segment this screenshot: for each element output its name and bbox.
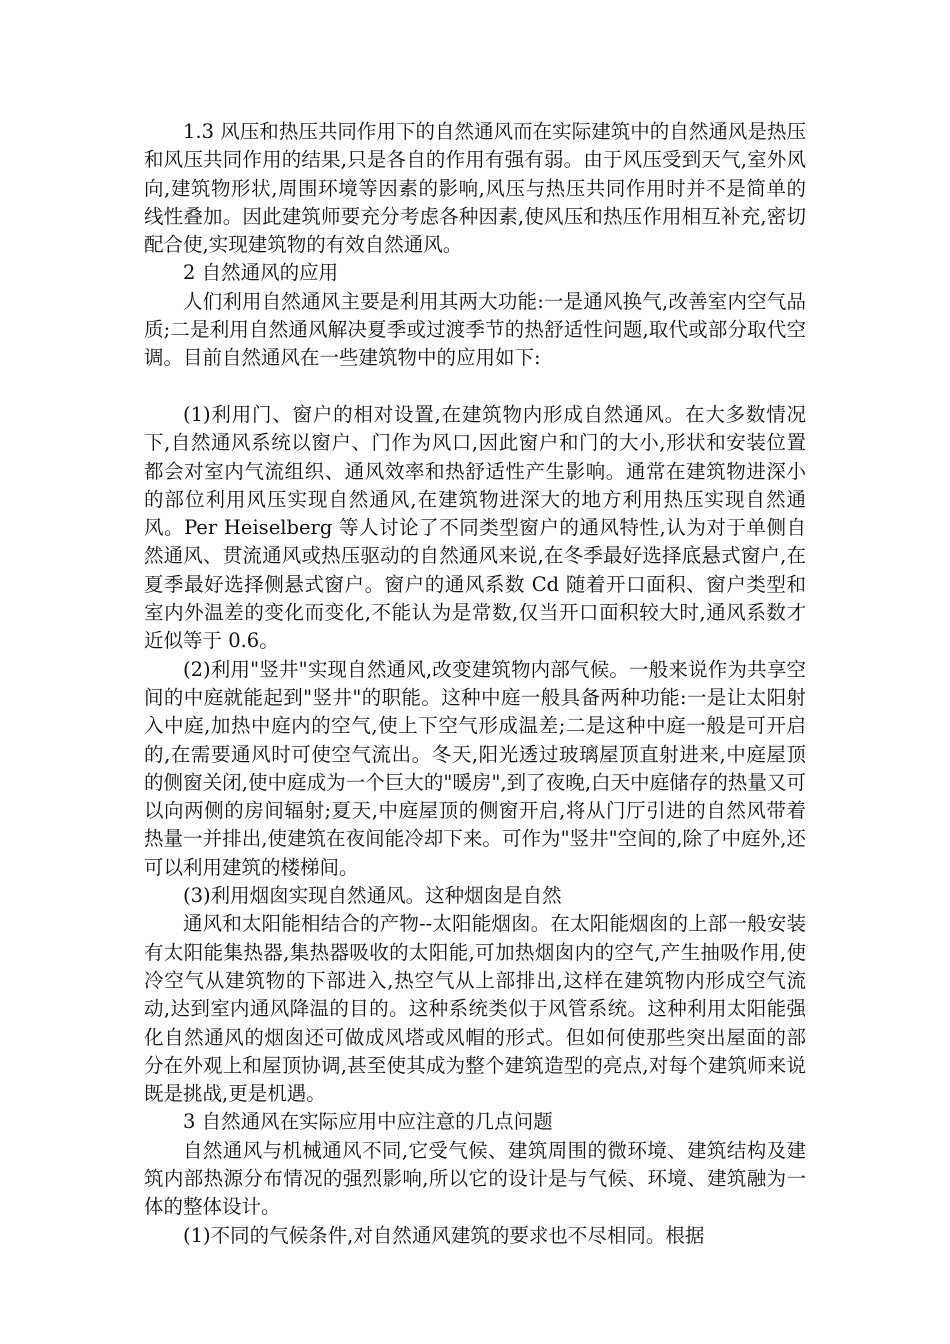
paragraph-applications-intro: 人们利用自然通风主要是利用其两大功能:一是通风换气,改善室内空气品质;二是利用自然通风解决夏季或过渡季节的热舒适性问题,取代或部分取代空调。目前自然通风在一些建筑物中的应用如下: [144, 289, 806, 370]
paragraph-item-3-chimney-start: (3)利用烟囱实现自然通风。这种烟囱是自然 [183, 884, 562, 908]
section-heading-3: 3 自然通风在实际应用中应注意的几点问题 [183, 1110, 553, 1134]
paragraph-item-2-shaft: (2)利用"竖井"实现自然通风,改变建筑物内部气候。一般来说作为共享空间的中庭就能起到"竖井"的职能。这种中庭一般具备两种功能:一是让太阳射入中庭,加热中庭内的空气,使上下空气形成温差;二是这种中庭一般是可开启的,在需要通风时可使空气流出。冬天,阳光透过玻璃屋顶直射进来,中庭屋顶的侧窗关闭,使中庭成为一个巨大的"暖房",到了夜晚,白天中庭储存的热量又可以向两侧的房间辐射;夏天,中庭屋顶的侧窗开启,将从门厅引进的自然风带着热量一并排出,使建筑在夜间能冷却下来。可作为"竖井"空间的,除了中庭外,还可以利用建筑的楼梯间。 [144, 657, 806, 879]
paragraph-item-3-chimney-continued: 通风和太阳能相结合的产物--太阳能烟囱。在太阳能烟囱的上部一般安装有太阳能集热器,集热器吸收的太阳能,可加热烟囱内的空气,产生抽吸作用,使冷空气从建筑物的下部进入,热空气从上部排出,这样在建筑物内形成空气流动,达到室内通风降温的目的。这种系统类似于风管系统。这种利用太阳能强化自然通风的烟囱还可做成风塔或风帽的形式。但如何使那些突出屋面的部分在外观上和屋顶协调,甚至使其成为整个建筑造型的亮点,对每个建筑师来说既是挑战,更是机遇。 [144, 912, 806, 1106]
paragraph-section-3-intro: 自然通风与机械通风不同,它受气候、建筑周围的微环境、建筑结构及建筑内部热源分布情况的强烈影响,所以它的设计是与气候、环境、建筑融为一体的整体设计。 [144, 1138, 806, 1219]
section-heading-2: 2 自然通风的应用 [183, 261, 339, 285]
paragraph-1-3-wind-and-thermal-pressure: 1.3 风压和热压共同作用下的自然通风而在实际建筑中的自然通风是热压和风压共同作用的结果,只是各自的作用有强有弱。由于风压受到天气,室外风向,建筑物形状,周围环境等因素的影响,风压与热压共同作用时并不是简单的线性叠加。因此建筑师要充分考虑各种因素,使风压和热压作用相互补充,密切配合使,实现建筑物的有效自然通风。 [144, 120, 806, 257]
document-body [144, 118, 806, 1250]
paragraph-item-1-climate: (1)不同的气候条件,对自然通风建筑的要求也不尽相同。根据 [183, 1223, 705, 1247]
paragraph-item-1-doors-windows: (1)利用门、窗户的相对设置,在建筑物内形成自然通风。在大多数情况下,自然通风系统以窗户、门作为风口,因此窗户和门的大小,形状和安装位置都会对室内气流组织、通风效率和热舒适性产生影响。通常在建筑物进深小的部位利用风压实现自然通风,在建筑物进深大的地方利用热压实现自然通风。Per Heiselberg 等人讨论了不同类型窗户的通风特性,认为对于单侧自然通风、贯流通风或热压驱动的自然通风来说,在冬季最好选择底悬式窗户,在夏季最好选择侧悬式窗户。窗户的通风系数 Cd 随着开口面积、窗户类型和室内外温差的变化而变化,不能认为是常数,仅当开口面积较大时,通风系数才近似等于 0.6。 [144, 402, 806, 653]
